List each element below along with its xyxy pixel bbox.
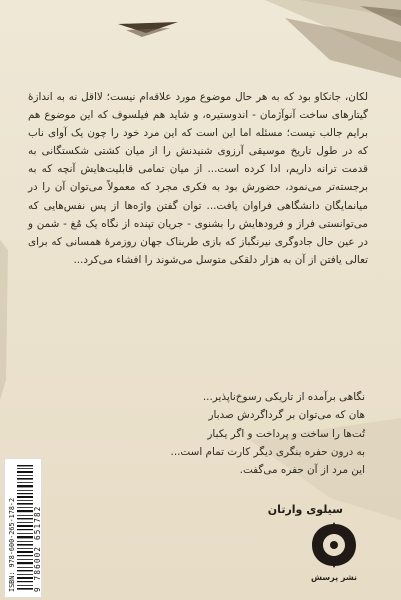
isbn-label: ISBN: 978-600-265-178-2 [8,497,16,592]
publisher-logo-icon [310,522,358,568]
publisher-name: نشر پرسش [310,573,358,582]
poem-line: تُت‌ها را ساخت و پرداخت و اگر یکبار [207,427,365,440]
barcode-number: 9 786002 651782 [33,505,42,592]
body-paragraph: لکان، جانکاو بود که به هر حال موضوع مورد علاقه‌ام نیست؛ لااقل نه به اندازهٔ گیتارهای ساخت آنوآژمان - اندوستیره، و شاید هم فیلسوف که این موضوع هم برایم جالب نیست؛ مسئله اما این است که این مرد خود را چون یک آوای ناب که در طول تاریخ موسیقی آرزوی شنیدنش را از میان کشتی شکستگانی به قدمت ترانه داریم، ادا کرده است... از میان تمامی قابلیت‌هایش آنچه که به برجسته‌تر می‌نمود، حضورش بود به فکری مجرد که معمولاً می‌توان آن را در میانمایگان دانشگاهی فراوان یافت... توان گفتن واژه‌ها از پس نفس‌هایی که می‌توانستی فراز و فرودهایش را بشنوی - جریان تپنده از نگاه یک مُغ - شمن و در عین حال جادوگری نیرنگباز که بازی طربناک جهان روزمرهٔ همسانی که برای تعالی یافتن از آن به هزار دلقکی متوسل می‌شوند را افشاء می‌کرد... [28,91,368,266]
back-cover-text [28,88,368,269]
author-name: سیلوی وارتان [267,503,343,516]
poem-line: هان که می‌توان بر گرداگردش صدبار [208,409,365,422]
poem-block [65,388,365,479]
poem-line: نگاهی برآمده از تاریکی رسوخ‌ناپذیر... [202,391,365,403]
poem-line: این مرد از آن حفره می‌گفت. [239,464,365,477]
poem-line: به درون حفره بنگری دیگر کارت تمام است... [170,445,365,458]
